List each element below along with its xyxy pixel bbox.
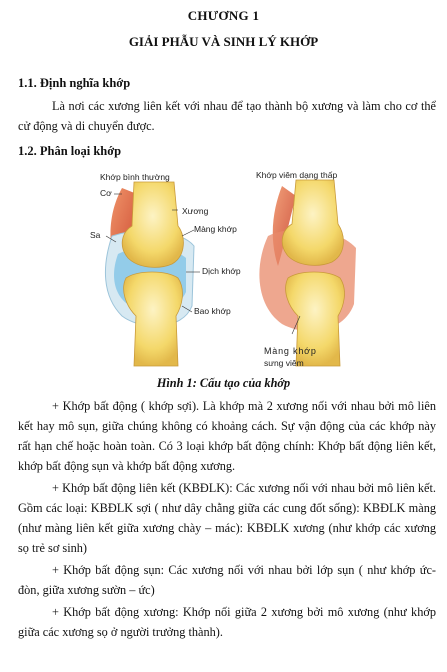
chapter-number: CHƯƠNG 1 — [187, 8, 260, 23]
paragraph-bat-dong-xuong: + Khớp bất động xương: Khớp nối giữa 2 xương bởi mô xương (như khớp giữa các xương sọ ở người trưởng thành). — [18, 605, 436, 639]
paragraph-bat-dong-sun: + Khớp bất động sụn: Các xương nối với nhau bởi lớp sụn ( như khớp ức- đòn, giữa xương sườn – ức) — [18, 563, 436, 597]
label-dich-khop: Dịch khớp — [202, 266, 241, 276]
chapter-title: GIẢI PHẪU VÀ SINH LÝ KHỚP — [128, 34, 319, 49]
label-sung-viem: sưng viêm — [264, 358, 304, 368]
label-sa: Sa — [90, 230, 101, 240]
label-mang-khop-sung: Màng khớp — [264, 346, 317, 356]
paragraph-khop-bat-dong: + Khớp bất động ( khớp sợi). Là khớp mà 2 xương nối với nhau bởi mô liên kết hay mô sụn, giữa chúng không có khoảng cách. Sự vận động của các khớp này rất hạn chế hoặc hoàn toàn. Có 3 loại khớp bất động chính: Khớp bất động liên kết, khớp bất động sụn và khớp bất động xương. — [18, 399, 436, 473]
section-1-heading: 1.1. Định nghĩa khớp — [18, 76, 131, 90]
label-mang-khop: Màng khớp — [194, 224, 237, 234]
section-2-heading: 1.2. Phân loại khớp — [18, 144, 122, 158]
label-co: Cơ — [100, 188, 112, 198]
joint-figure — [82, 166, 382, 378]
rheumatoid-joint — [259, 180, 356, 366]
normal-joint-title: Khớp bình thường — [100, 172, 170, 182]
rheumatoid-joint-title: Khớp viêm dạng thấp — [256, 170, 338, 180]
paragraph-kbdlk: + Khớp bất động liên kết (KBĐLK): Các xương nối với nhau bởi mô liên kết. Gồm các loại: KBĐLK sợi ( như dây chằng giữa các cung đốt sống): KBĐLK màng (như màng liên kết giữa xương chày – mác): KBĐLK xương (như khớp các xương sọ trẻ sơ sinh) — [18, 481, 436, 555]
label-xuong: Xương — [182, 206, 209, 216]
label-bao-khop: Bao khớp — [194, 306, 231, 316]
section-1-text: Là nơi các xương liên kết với nhau để tạo thành bộ xương và làm cho cơ thể cử động và di chuyển được. — [18, 99, 436, 133]
figure-caption: Hình 1: Cấu tạo của khớp — [156, 376, 291, 390]
